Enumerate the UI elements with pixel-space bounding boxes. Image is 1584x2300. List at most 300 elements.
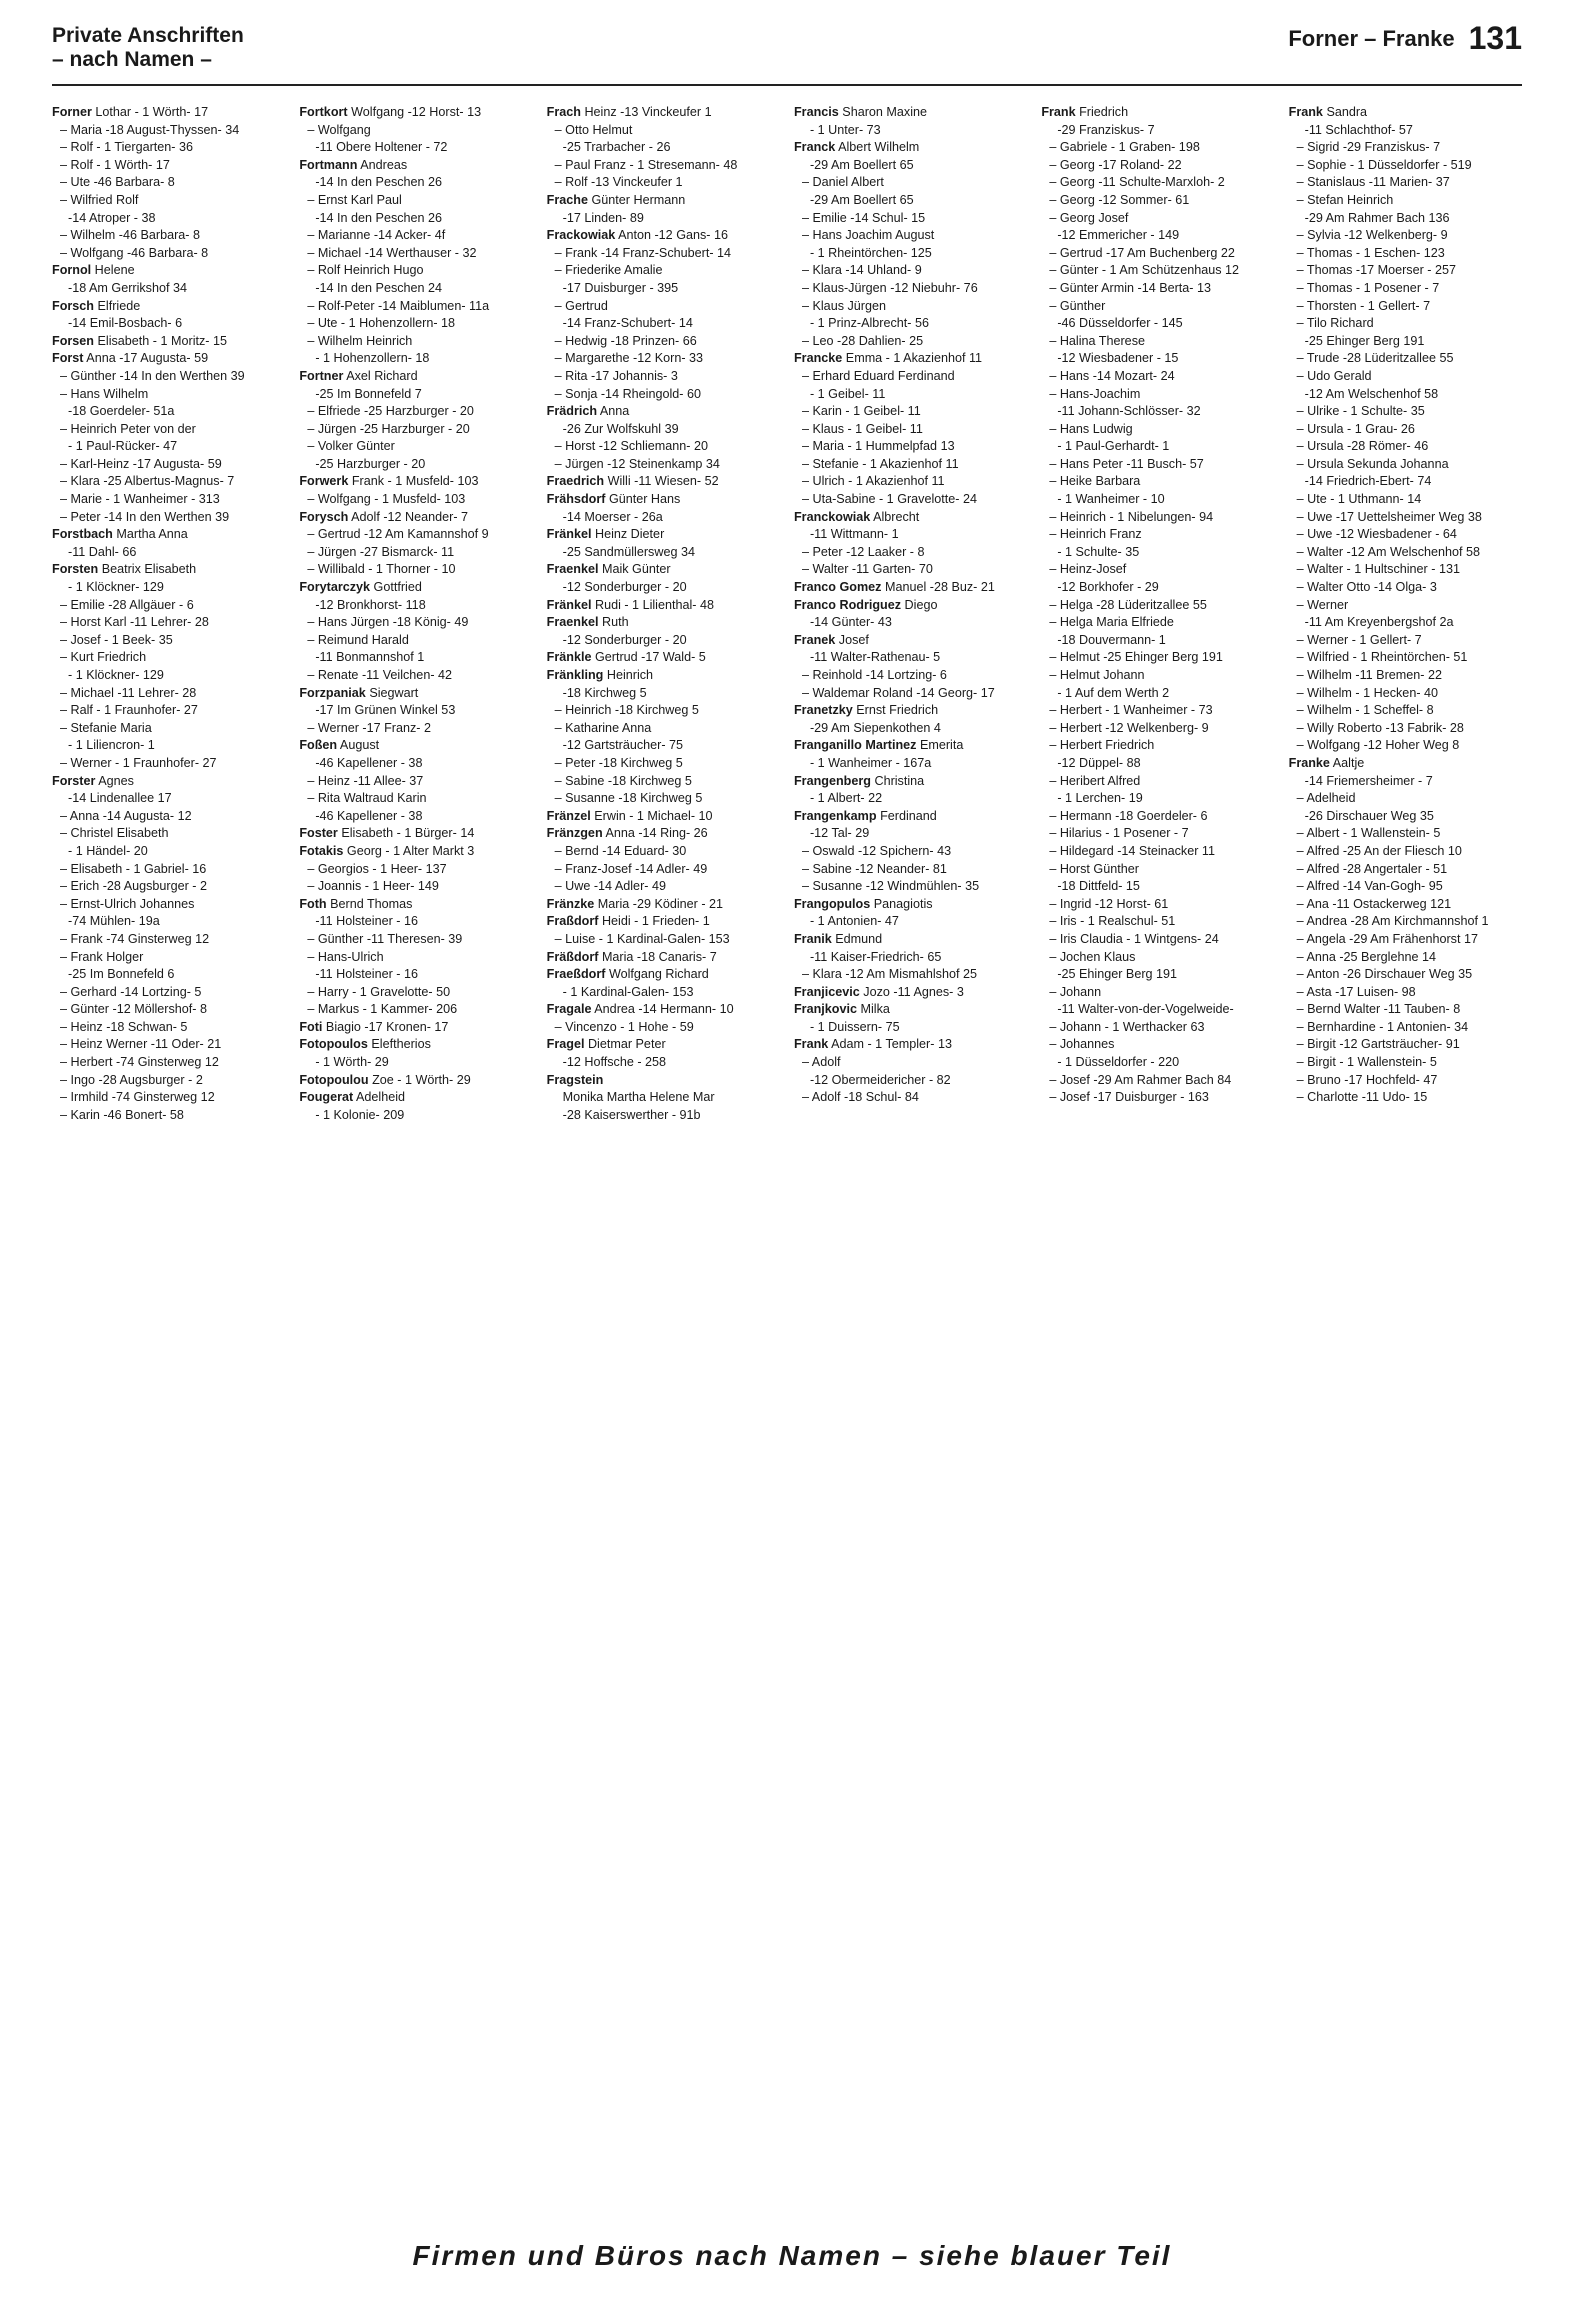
directory-entry: – Ute - 1 Hohenzollern- 18 xyxy=(307,316,456,331)
directory-entry: Monika Martha Helene Mar xyxy=(562,1090,715,1105)
directory-entry: - 1 Prinz-Albrecht- 56 xyxy=(809,316,929,331)
directory-entry: -26 Dirschauer Weg 35 xyxy=(1304,808,1434,823)
directory-entry: - 1 Wanheimer - 167a xyxy=(809,755,932,770)
surname-entry xyxy=(299,579,532,597)
directory-entry: – Hans Peter -11 Busch- 57 xyxy=(1049,456,1204,471)
directory-entry: -26 Zur Wolfskuhl 39 xyxy=(562,421,679,436)
directory-entry: – Hans-Joachim xyxy=(1049,386,1141,401)
directory-entry: -18 Douvermann- 1 xyxy=(1057,632,1166,647)
directory-entry: – Wilhelm - 1 Hecken- 40 xyxy=(1296,685,1439,700)
surname: Forsch xyxy=(52,298,94,313)
directory-entry: - 1 Lerchen- 19 xyxy=(1057,791,1143,806)
surname: Fragstein xyxy=(546,1072,604,1087)
directory-entry: – Bernd -14 Eduard- 30 xyxy=(554,843,687,858)
entry-detail: Zoe - 1 Wörth- 29 xyxy=(372,1072,471,1087)
directory-entry: – Alfred -28 Angertaler - 51 xyxy=(1296,861,1448,876)
directory-entry: – Ute -46 Barbara- 8 xyxy=(60,175,175,190)
directory-entry: – Klaus - 1 Geibel- 11 xyxy=(801,421,923,436)
directory-entry: – Joannis - 1 Heer- 149 xyxy=(307,879,439,894)
directory-entry: - 1 Klöckner- 129 xyxy=(68,668,164,682)
surname-entry xyxy=(794,139,1027,157)
surname: Forsen xyxy=(52,333,94,348)
entry-detail: Frank - 1 Musfeld- 103 xyxy=(351,474,479,489)
directory-entry: – Ursula - 1 Grau- 26 xyxy=(1296,421,1415,436)
directory-entry: -46 Kapellener - 38 xyxy=(315,755,423,770)
directory-entry: – Gerhard -14 Lortzing- 5 xyxy=(60,984,202,999)
directory-entry: – Hans Joachim August xyxy=(801,228,935,243)
directory-entry: -29 Am Boellert 65 xyxy=(809,157,914,172)
directory-entry: – Friederike Amalie xyxy=(554,263,663,278)
directory-entry: – Oswald -12 Spichern- 43 xyxy=(801,843,952,858)
entry-detail: Rudi - 1 Lilienthal- 48 xyxy=(594,597,714,612)
surname: Fragale xyxy=(546,1002,592,1017)
directory-entry: -46 Kapellener - 38 xyxy=(315,808,423,823)
directory-entry: -11 Wittmann- 1 xyxy=(809,527,899,542)
surname: Francke xyxy=(793,351,843,366)
surname: Foster xyxy=(299,826,338,841)
directory-entry: – Marianne -14 Acker- 4f xyxy=(307,228,446,243)
directory-entry: -11 Holsteiner - 16 xyxy=(315,914,418,929)
directory-entry: – Wilhelm -11 Bremen- 22 xyxy=(1296,668,1442,682)
directory-entry: - 1 Schulte- 35 xyxy=(1057,544,1140,559)
directory-entry: – Werner xyxy=(1296,597,1349,612)
surname-entry xyxy=(547,1036,780,1054)
directory-entry: – Helga -28 Lüderitzallee 55 xyxy=(1049,597,1207,612)
directory-entry: – Walter -11 Garten- 70 xyxy=(801,562,933,577)
entry-detail: Emerita xyxy=(919,738,964,753)
directory-entry: – Rolf Heinrich Hugo xyxy=(307,263,424,278)
directory-entry: – Iris - 1 Realschul- 51 xyxy=(1049,914,1176,929)
surname: Fraenkel xyxy=(546,562,599,577)
directory-entry: – Elisabeth - 1 Gabriel- 16 xyxy=(60,861,207,876)
directory-entry: – Reinhold -14 Lortzing- 6 xyxy=(801,668,947,682)
directory-entry: - 1 Klöckner- 129 xyxy=(68,580,164,595)
page-number: 131 xyxy=(1468,20,1522,56)
directory-entry: - 1 Albert- 22 xyxy=(809,791,883,806)
directory-entry: – Emilie -14 Schul- 15 xyxy=(801,210,926,225)
entry-detail: Wolfgang Richard xyxy=(608,967,709,982)
surname: Fräßdorf xyxy=(546,949,599,964)
entry-detail: Elisabeth - 1 Bürger- 14 xyxy=(341,826,475,841)
surname: Fotopoulos xyxy=(299,1037,368,1052)
surname: Fortkort xyxy=(299,105,348,119)
page-header xyxy=(52,20,1522,86)
directory-entry: -14 Günter- 43 xyxy=(809,615,892,630)
directory-entry: – Horst -12 Schliemann- 20 xyxy=(554,439,708,454)
directory-entry: – Heinrich - 1 Nibelungen- 94 xyxy=(1049,509,1214,524)
directory-entry: – Leo -28 Dahlien- 25 xyxy=(801,333,924,348)
entry-detail: Biagio -17 Kronen- 17 xyxy=(325,1019,449,1034)
directory-entry: – Günter Armin -14 Berta- 13 xyxy=(1049,280,1212,295)
directory-entry: -11 Schlachthof- 57 xyxy=(1304,122,1413,137)
directory-entry: – Franz-Josef -14 Adler- 49 xyxy=(554,861,708,876)
directory-entry: – Rolf -13 Vinckeufer 1 xyxy=(554,175,683,190)
surname-entry xyxy=(547,966,780,984)
directory-entry: – Klara -12 Am Mismahlshof 25 xyxy=(801,967,977,982)
directory-entry: – Sabine -18 Kirchweg 5 xyxy=(554,773,692,788)
surname-entry xyxy=(547,1001,780,1019)
entry-detail: Heinz Dieter xyxy=(594,527,665,542)
surname-entry xyxy=(547,403,780,421)
surname-entry xyxy=(299,368,532,386)
directory-entry: -11 Dahl- 66 xyxy=(68,544,137,559)
directory-entry: – Hans Ludwig xyxy=(1049,421,1133,436)
directory-entry: – Markus - 1 Kammer- 206 xyxy=(307,1002,458,1017)
directory-entry: - 1 Händel- 20 xyxy=(68,843,148,858)
directory-entry: - 1 Rheintörchen- 125 xyxy=(809,245,932,260)
directory-entry: – Klara -25 Albertus-Magnus- 7 xyxy=(60,474,235,489)
directory-entry: – Willibald - 1 Thorner - 10 xyxy=(307,562,456,577)
directory-entry: -18 Goerdeler- 51a xyxy=(68,404,175,419)
directory-entry: – Hilarius - 1 Posener - 7 xyxy=(1049,826,1189,841)
entry-detail: Ruth xyxy=(601,615,629,630)
directory-entry: – Hildegard -14 Steinacker 11 xyxy=(1049,843,1215,858)
directory-entry: -25 Im Bonnefeld 6 xyxy=(68,967,175,982)
directory-entry: -29 Am Siepenkothen 4 xyxy=(809,720,941,735)
directory-entry: – Klaus-Jürgen -12 Niebuhr- 76 xyxy=(801,280,978,295)
surname-entry xyxy=(794,931,1027,949)
directory-entry: – Ana -11 Ostackerweg 121 xyxy=(1296,896,1452,911)
surname: Franjkovic xyxy=(793,1002,857,1017)
surname: Fraedrich xyxy=(546,474,605,489)
directory-entry: – Horst Günther xyxy=(1049,861,1139,876)
directory-entry: -12 Gartsträucher- 75 xyxy=(562,738,684,753)
directory-entry: - 1 Wanheimer - 10 xyxy=(1057,492,1165,507)
directory-entry: – Andrea -28 Am Kirchmannshof 1 xyxy=(1296,914,1489,929)
directory-entry: – Adelheid xyxy=(1296,791,1356,806)
surname: Franganillo Martinez xyxy=(793,738,917,753)
directory-entry: -46 Düsseldorfer - 145 xyxy=(1057,316,1183,331)
directory-entry: – Bernhardine - 1 Antonien- 34 xyxy=(1296,1019,1469,1034)
directory-entry: – Vincenzo - 1 Hohe - 59 xyxy=(554,1019,694,1034)
surname: Fougerat xyxy=(299,1090,354,1105)
surname-entry xyxy=(547,227,780,245)
directory-entry: -14 Friedrich-Ebert- 74 xyxy=(1304,474,1432,489)
directory-entry: -12 Wiesbadener - 15 xyxy=(1057,351,1179,366)
directory-entry: – Josef -29 Am Rahmer Bach 84 xyxy=(1049,1072,1232,1087)
directory-entry: - 1 Auf dem Werth 2 xyxy=(1057,685,1170,700)
directory-entry: – Gertrud -17 Am Buchenberg 22 xyxy=(1049,245,1235,260)
directory-entry: -11 Holsteiner - 16 xyxy=(315,967,418,982)
entry-detail: Adam - 1 Templer- 13 xyxy=(831,1037,952,1052)
surname-entry xyxy=(547,561,780,579)
surname: Frank xyxy=(793,1037,829,1052)
directory-entry: – Sonja -14 Rheingold- 60 xyxy=(554,386,701,401)
surname-entry xyxy=(794,509,1027,527)
directory-entry: -25 Ehinger Berg 191 xyxy=(1304,333,1425,348)
directory-entry: - 1 Duissern- 75 xyxy=(809,1019,900,1034)
directory-entry: – Klaus Jürgen xyxy=(801,298,886,313)
directory-entry: – Susanne -12 Windmühlen- 35 xyxy=(801,879,980,894)
directory-entry: – Wolfgang -12 Hoher Weg 8 xyxy=(1296,738,1460,753)
entry-detail: Eleftherios xyxy=(371,1037,431,1052)
directory-entry: – Paul Franz - 1 Stresemann- 48 xyxy=(554,157,738,172)
entry-detail: Willi -11 Wiesen- 52 xyxy=(607,474,719,489)
entry-detail: Sharon Maxine xyxy=(842,105,928,119)
directory-entry: – Ulrich - 1 Akazienhof 11 xyxy=(801,474,945,489)
surname: Franck xyxy=(793,140,836,155)
directory-entry: – Uwe -14 Adler- 49 xyxy=(554,879,666,894)
directory-entry: – Kurt Friedrich xyxy=(60,650,147,665)
surname-entry xyxy=(794,984,1027,1002)
directory-entry: – Georg -17 Roland- 22 xyxy=(1049,157,1182,172)
directory-column xyxy=(299,104,532,2234)
surname-entry xyxy=(547,473,780,491)
directory-entry: – Margarethe -12 Korn- 33 xyxy=(554,351,704,366)
directory-entry: – Georg Josef xyxy=(1049,210,1129,225)
surname: Fränzel xyxy=(546,808,591,823)
directory-entry: - 1 Kardinal-Galen- 153 xyxy=(562,984,694,999)
directory-entry: – Herbert -74 Ginsterweg 12 xyxy=(60,1055,219,1070)
directory-entry: -17 Linden- 89 xyxy=(562,210,644,225)
directory-entry: -11 Am Kreyenbergshof 2a xyxy=(1304,615,1454,630)
entry-detail: Elisabeth - 1 Moritz- 15 xyxy=(97,333,227,348)
directory-entry: – Stefanie - 1 Akazienhof 11 xyxy=(801,456,959,471)
directory-entry: – Georgios - 1 Heer- 137 xyxy=(307,861,447,876)
directory-entry: – Angela -29 Am Frähenhorst 17 xyxy=(1296,931,1478,946)
directory-entry: – Rolf-Peter -14 Maiblumen- 11a xyxy=(307,298,490,313)
entry-detail: Milka xyxy=(860,1002,890,1017)
surname-entry xyxy=(1041,104,1274,122)
surname-entry xyxy=(547,1072,780,1090)
entry-detail: Georg - 1 Alter Markt 3 xyxy=(346,843,475,858)
directory-entry: – Ralf - 1 Fraunhofer- 27 xyxy=(60,703,198,718)
directory-entry: – Susanne -18 Kirchweg 5 xyxy=(554,791,703,806)
directory-entry: – Ursula Sekunda Johanna xyxy=(1296,456,1449,471)
entry-detail: Josef xyxy=(838,632,869,647)
directory-entry: -12 Emmericher - 149 xyxy=(1057,228,1180,243)
directory-entry: – Bernd Walter -11 Tauben- 8 xyxy=(1296,1002,1461,1017)
directory-entry: – Walter - 1 Hultschiner - 131 xyxy=(1296,562,1460,577)
directory-entry: – Sabine -12 Neander- 81 xyxy=(801,861,947,876)
directory-entry: – Wilfried - 1 Rheintörchen- 51 xyxy=(1296,650,1468,665)
directory-entry: -12 Tal- 29 xyxy=(809,826,870,841)
surname-entry xyxy=(547,526,780,544)
entry-detail: Anton -12 Gans- 16 xyxy=(618,228,728,243)
surname: Forytarczyk xyxy=(299,580,371,595)
directory-entry: – Johann - 1 Werthacker 63 xyxy=(1049,1019,1205,1034)
directory-entry: – Peter -12 Laaker - 8 xyxy=(801,544,925,559)
directory-entry: – Willy Roberto -13 Fabrik- 28 xyxy=(1296,720,1464,735)
directory-entry: – Iris Claudia - 1 Wintgens- 24 xyxy=(1049,931,1219,946)
directory-entry: -25 Im Bonnefeld 7 xyxy=(315,386,422,401)
directory-entry: – Ingo -28 Augsburger - 2 xyxy=(60,1072,203,1087)
surname-entry xyxy=(299,825,532,843)
surname-entry xyxy=(299,685,532,703)
surname: Forwerk xyxy=(299,474,349,489)
entry-detail: Adolf -12 Neander- 7 xyxy=(351,509,469,524)
directory-entry: – Ute - 1 Uthmann- 14 xyxy=(1296,492,1422,507)
surname-entry xyxy=(52,298,285,316)
directory-entry: – Walter -12 Am Welschenhof 58 xyxy=(1296,544,1481,559)
directory-entry: – Günter -12 Möllershof- 8 xyxy=(60,1002,207,1017)
directory-entry: – Wolfgang -46 Barbara- 8 xyxy=(60,245,209,260)
surname: Fränkling xyxy=(546,668,604,682)
entry-detail: Christina xyxy=(874,773,925,788)
directory-entry: – Werner - 1 Gellert- 7 xyxy=(1296,632,1422,647)
directory-entry: – Horst Karl -11 Lehrer- 28 xyxy=(60,615,209,630)
surname: Fragel xyxy=(546,1037,585,1052)
entry-detail: August xyxy=(339,738,380,753)
directory-entry: – Wilhelm Heinrich xyxy=(307,333,413,348)
surname: Frädrich xyxy=(546,404,598,419)
directory-entry: – Renate -11 Veilchen- 42 xyxy=(307,668,453,682)
directory-entry: – Ingrid -12 Horst- 61 xyxy=(1049,896,1169,911)
surname-entry xyxy=(794,702,1027,720)
surname: Franckowiak xyxy=(793,509,871,524)
directory-entry: -25 Trarbacher - 26 xyxy=(562,140,671,155)
directory-entry: – Harry - 1 Gravelotte- 50 xyxy=(307,984,451,999)
directory-entry: – Waldemar Roland -14 Georg- 17 xyxy=(801,685,995,700)
directory-entry: – Walter Otto -14 Olga- 3 xyxy=(1296,580,1437,595)
entry-detail: Andreas xyxy=(360,157,408,172)
surname: Franetzky xyxy=(793,703,853,718)
directory-entry: – Katharine Anna xyxy=(554,720,652,735)
directory-entry: – Marie - 1 Wanheimer - 313 xyxy=(60,492,220,507)
directory-entry: – Ernst-Ulrich Johannes xyxy=(60,896,195,911)
directory-entry: – Adolf -18 Schul- 84 xyxy=(801,1090,919,1105)
entry-detail: Lothar - 1 Wörth- 17 xyxy=(95,105,209,119)
surname: Forsten xyxy=(52,562,99,577)
directory-entry: – Erhard Eduard Ferdinand xyxy=(801,368,955,383)
directory-entry: - 1 Unter- 73 xyxy=(809,122,881,137)
directory-entry: – Herbert -12 Welkenberg- 9 xyxy=(1049,720,1209,735)
surname-entry xyxy=(1289,104,1522,122)
entry-detail: Elfriede xyxy=(97,298,141,313)
directory-entry: – Birgit -12 Gartsträucher- 91 xyxy=(1296,1037,1460,1052)
directory-entry: -12 Sonderburger - 20 xyxy=(562,632,687,647)
directory-entry: – Josef - 1 Beek- 35 xyxy=(60,632,173,647)
directory-entry: -12 Hoffsche - 258 xyxy=(562,1055,667,1070)
directory-entry: – Heinz -11 Allee- 37 xyxy=(307,773,424,788)
directory-entry: – Frank -74 Ginsterweg 12 xyxy=(60,931,210,946)
directory-entry: – Günter - 1 Am Schützenhaus 12 xyxy=(1049,263,1240,278)
directory-entry: – Peter -14 In den Werthen 39 xyxy=(60,509,230,524)
directory-entry: – Luise - 1 Kardinal-Galen- 153 xyxy=(554,931,730,946)
directory-entry: – Alfred -25 An der Fliesch 10 xyxy=(1296,843,1462,858)
entry-detail: Maik Günter xyxy=(601,562,671,577)
entry-detail: Albert Wilhelm xyxy=(838,140,920,155)
directory-entry: – Heinz-Josef xyxy=(1049,562,1127,577)
entry-detail: Anna -17 Augusta- 59 xyxy=(86,351,209,366)
directory-entry: – Elfriede -25 Harzburger - 20 xyxy=(307,404,474,419)
entry-detail: Adelheid xyxy=(356,1090,406,1105)
surname-entry xyxy=(299,473,532,491)
directory-entry: -11 Walter-Rathenau- 5 xyxy=(809,650,941,665)
surname-entry xyxy=(547,104,780,122)
directory-column xyxy=(547,104,780,2234)
directory-entry: – Jürgen -12 Steinenkamp 34 xyxy=(554,456,720,471)
surname-entry xyxy=(299,843,532,861)
directory-column xyxy=(794,104,1027,2234)
directory-entry: – Halina Therese xyxy=(1049,333,1145,348)
surname: Frangenberg xyxy=(793,773,871,788)
surname-entry xyxy=(52,333,285,351)
directory-entry: – Rita -17 Johannis- 3 xyxy=(554,368,678,383)
directory-entry: – Sigrid -29 Franziskus- 7 xyxy=(1296,140,1441,155)
surname: Franik xyxy=(793,931,832,946)
directory-entry: -12 Bronkhorst- 118 xyxy=(315,597,426,612)
entry-detail: Maria -18 Canaris- 7 xyxy=(601,949,717,964)
directory-entry: – Hermann -18 Goerdeler- 6 xyxy=(1049,808,1208,823)
directory-entry: – Johannes xyxy=(1049,1037,1115,1052)
directory-entry: -12 Sonderburger - 20 xyxy=(562,580,687,595)
surname: Forzpaniak xyxy=(299,685,366,700)
directory-entry: – Uwe -17 Uettelsheimer Weg 38 xyxy=(1296,509,1482,524)
surname-entry xyxy=(299,1036,532,1054)
directory-entry: – Wilfried Rolf xyxy=(60,192,139,207)
directory-entry: – Karin -46 Bonert- 58 xyxy=(60,1107,184,1122)
surname: Fotopoulou xyxy=(299,1072,369,1087)
surname-entry xyxy=(794,1036,1027,1054)
section-title-line2: – nach Namen – xyxy=(52,48,212,71)
entry-detail: Ernst Friedrich xyxy=(856,703,939,718)
surname-entry xyxy=(547,949,780,967)
directory-entry: -25 Sandmüllersweg 34 xyxy=(562,544,695,559)
entry-detail: Edmund xyxy=(835,931,883,946)
surname-entry xyxy=(299,509,532,527)
surname-entry xyxy=(547,896,780,914)
entry-detail: Panagiotis xyxy=(873,896,933,911)
directory-entry: – Rolf - 1 Wörth- 17 xyxy=(60,157,170,172)
directory-entry: – Jochen Klaus xyxy=(1049,949,1136,964)
surname: Franco Rodriguez xyxy=(793,597,902,612)
surname: Frach xyxy=(546,105,581,119)
surname: Frähsdorf xyxy=(546,492,606,507)
directory-entry: – Helmut Johann xyxy=(1049,668,1145,682)
directory-entry: – Asta -17 Luisen- 98 xyxy=(1296,984,1416,999)
directory-entry: – Wilhelm -46 Barbara- 8 xyxy=(60,228,200,243)
entry-detail: Emma - 1 Akazienhof 11 xyxy=(845,351,983,366)
surname-entry xyxy=(547,491,780,509)
directory-entry: – Helmut -25 Ehinger Berg 191 xyxy=(1049,650,1223,665)
directory-entry: – Alfred -14 Van-Gogh- 95 xyxy=(1296,879,1443,894)
entry-detail: Erwin - 1 Michael- 10 xyxy=(594,808,713,823)
entry-detail: Maria -29 Ködiner - 21 xyxy=(597,896,724,911)
surname-entry xyxy=(794,1001,1027,1019)
entry-detail: Heinrich xyxy=(606,668,654,682)
surname-entry xyxy=(794,579,1027,597)
directory-entry: – Anna -14 Augusta- 12 xyxy=(60,808,192,823)
directory-entry: -11 Bonmannshof 1 xyxy=(315,650,425,665)
directory-entry: -17 Im Grünen Winkel 53 xyxy=(315,703,456,718)
directory-entry: - 1 Wörth- 29 xyxy=(315,1055,389,1070)
surname-entry xyxy=(299,1072,532,1090)
directory-entry: – Reimund Harald xyxy=(307,632,409,647)
surname: Forstbach xyxy=(52,527,113,542)
entry-detail: Heidi - 1 Frieden- 1 xyxy=(601,914,710,929)
directory-entry: – Thomas - 1 Eschen- 123 xyxy=(1296,245,1445,260)
directory-entry: -11 Obere Holtener - 72 xyxy=(315,140,448,155)
entry-detail: Martha Anna xyxy=(116,527,188,542)
entry-detail: Bernd Thomas xyxy=(330,896,413,911)
surname: Fraßdorf xyxy=(546,914,599,929)
surname: Foßen xyxy=(299,738,338,753)
directory-entry: – Karl-Heinz -17 Augusta- 59 xyxy=(60,456,222,471)
directory-entry: -14 Franz-Schubert- 14 xyxy=(562,316,693,331)
directory-entry: – Charlotte -11 Udo- 15 xyxy=(1296,1090,1428,1105)
surname-entry xyxy=(547,825,780,843)
entry-detail: Heinz -13 Vinckeufer 1 xyxy=(584,105,712,119)
surname: Franek xyxy=(793,632,836,647)
surname-entry xyxy=(547,667,780,685)
directory-entry: – Karin - 1 Geibel- 11 xyxy=(801,404,921,419)
surname-entry xyxy=(794,632,1027,650)
section-title xyxy=(52,24,244,72)
directory-entry: -14 In den Peschen 24 xyxy=(315,280,443,295)
surname: Franjicevic xyxy=(793,984,860,999)
directory-entry: - 1 Paul-Rücker- 47 xyxy=(68,439,178,454)
